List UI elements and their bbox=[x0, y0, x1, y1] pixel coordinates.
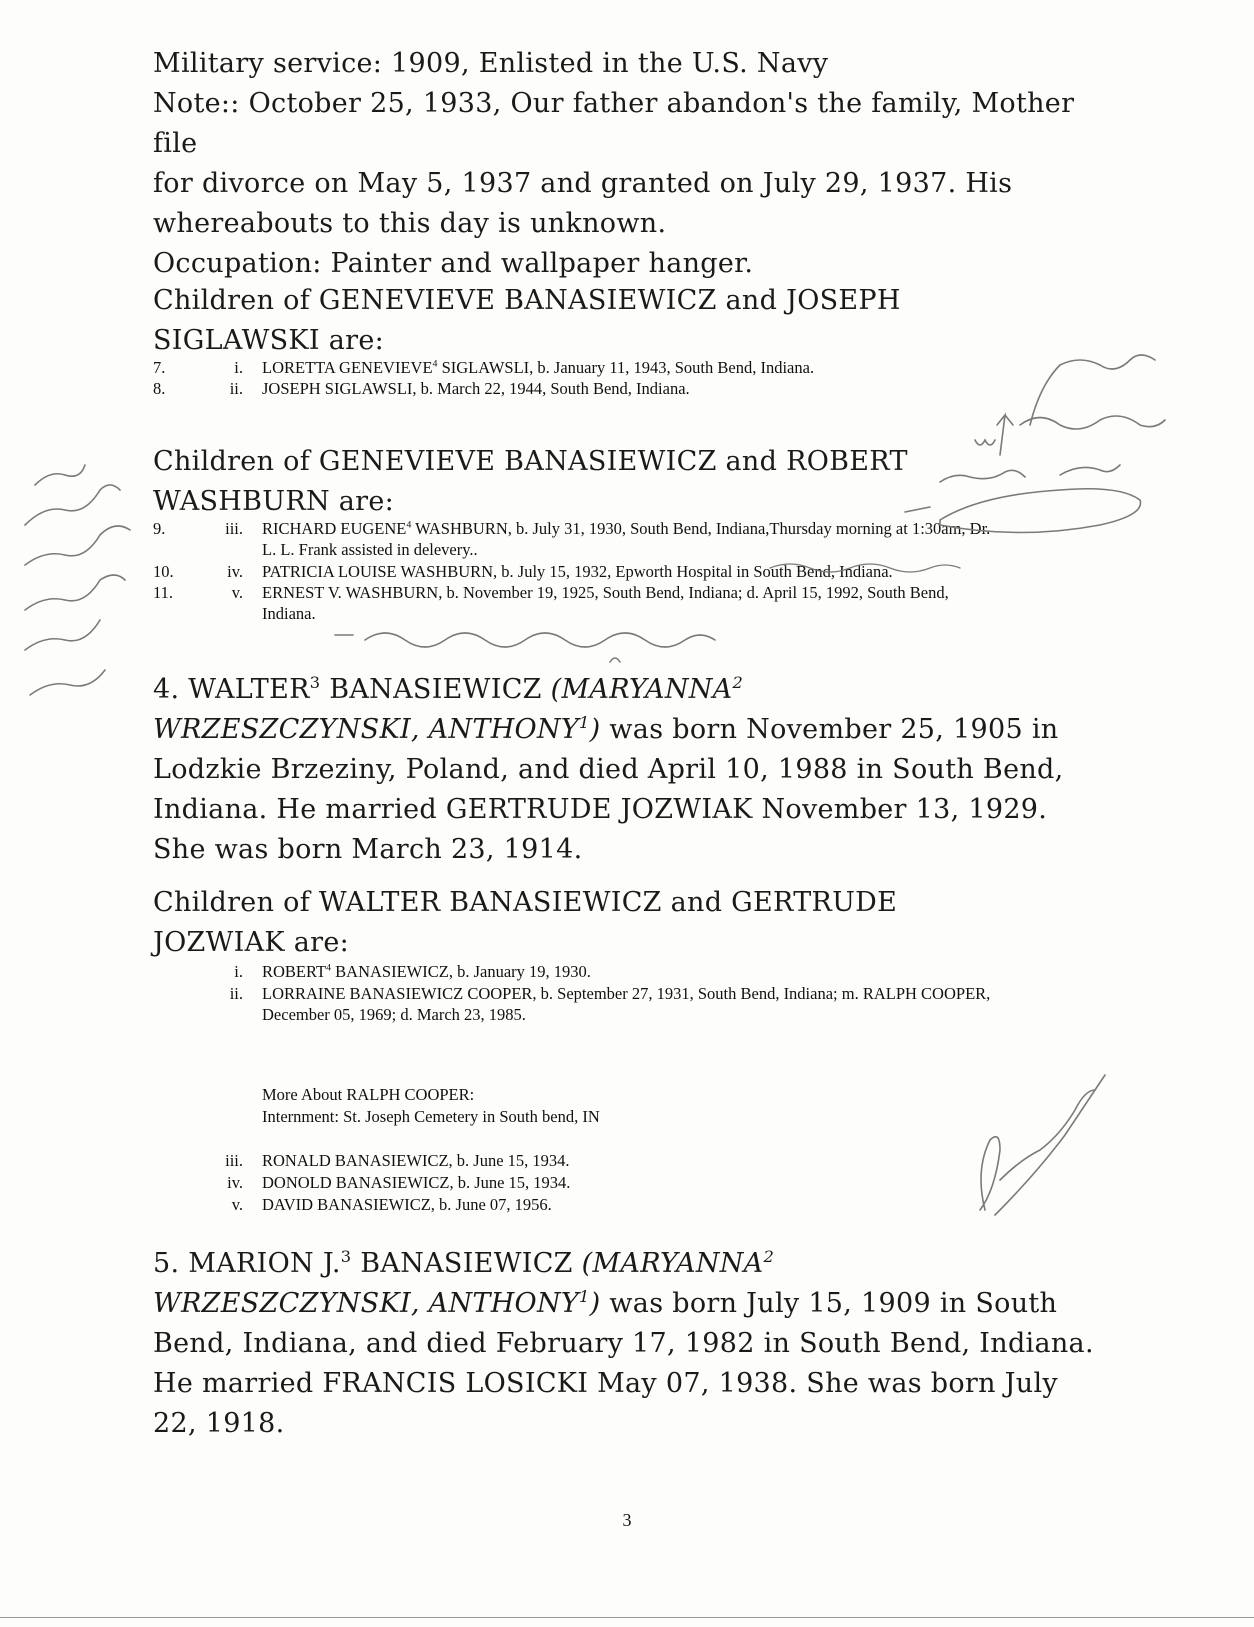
generation-number: 2 bbox=[763, 1247, 775, 1266]
note-line-2: for divorce on May 5, 1937 and granted on July 29, 1937. His bbox=[153, 168, 1013, 199]
child-number: 11. bbox=[153, 583, 174, 602]
marion-line-2 bbox=[153, 1284, 1153, 1324]
marion-line-1 bbox=[153, 1244, 1153, 1284]
children-heading-walter bbox=[153, 883, 1113, 963]
entry-number: 4. bbox=[153, 674, 180, 705]
birth-info: was born July 15, 1909 in South bbox=[600, 1288, 1058, 1319]
walter-line-1 bbox=[153, 670, 1153, 710]
child-text: LORRAINE BANASIEWICZ COOPER, b. September 27, 1931, South Bend, Indiana; m. RALPH COOPER, bbox=[262, 984, 991, 1003]
top-notes bbox=[153, 44, 1113, 284]
child-number: 10. bbox=[153, 562, 174, 581]
child-roman: ii. bbox=[229, 379, 243, 398]
walter-line-3: Lodzkie Brzeziny, Poland, and died April 10, 1988 in South Bend, bbox=[153, 754, 1064, 785]
heading-line-2: SIGLAWSKI are: bbox=[153, 325, 385, 356]
child-text bbox=[262, 961, 591, 982]
children-heading-washburn bbox=[153, 442, 1113, 522]
parent-name: (MARYANNA bbox=[550, 674, 733, 705]
generation-number: 4 bbox=[432, 358, 438, 370]
paren-close: ) bbox=[589, 714, 601, 745]
child-details: SIGLAWSLI, b. January 11, 1943, South Bend, Indiana. bbox=[437, 358, 815, 377]
child-text: ERNEST V. WASHBURN, b. November 19, 1925, South Bend, Indiana; d. April 15, 1992, South Bend, bbox=[262, 583, 949, 602]
child-row bbox=[153, 582, 1083, 624]
child-roman: i. bbox=[234, 962, 243, 981]
child-roman: iv. bbox=[227, 562, 243, 581]
page-number: 3 bbox=[622, 1510, 632, 1530]
child-roman: iii. bbox=[225, 1151, 243, 1170]
child-number: 9. bbox=[153, 519, 166, 538]
child-text: DAVID BANASIEWICZ, b. June 07, 1956. bbox=[262, 1195, 552, 1214]
more-about bbox=[153, 1084, 1083, 1105]
walter-line-2 bbox=[153, 710, 1153, 750]
heading-line-2: JOZWIAK are: bbox=[153, 927, 350, 958]
generation-number: 3 bbox=[340, 1247, 352, 1266]
generation-number: 1 bbox=[579, 713, 590, 732]
generation-number: 1 bbox=[579, 1287, 590, 1306]
paren-close: ) bbox=[589, 1288, 601, 1319]
generation-number: 4 bbox=[406, 519, 412, 531]
child-name: LORETTA GENEVIEVE bbox=[262, 358, 433, 377]
child-row bbox=[153, 1194, 1083, 1215]
note-line-3: whereabouts to this day is unknown. bbox=[153, 208, 667, 239]
more-about-heading: More About RALPH COOPER: bbox=[262, 1085, 475, 1104]
internment-text: Internment: St. Joseph Cemetery in South bend, IN bbox=[262, 1107, 600, 1126]
person-name: MARION J. bbox=[188, 1248, 341, 1279]
marion-line-5: 22, 1918. bbox=[153, 1408, 285, 1439]
child-row bbox=[153, 561, 1083, 582]
children-heading-siglawski bbox=[153, 281, 1113, 361]
marion-line-4: He married FRANCIS LOSICKI May 07, 1938. She was born July bbox=[153, 1368, 1058, 1399]
child-details-line-2: L. L. Frank assisted in delevery.. bbox=[262, 540, 478, 559]
child-row bbox=[153, 378, 1083, 399]
marion-line-3: Bend, Indiana, and died February 17, 1982 in South Bend, Indiana. bbox=[153, 1328, 1094, 1359]
child-row bbox=[153, 357, 1083, 378]
child-row bbox=[153, 518, 1083, 560]
child-roman: v. bbox=[231, 583, 243, 602]
heading-line-1: Children of GENEVIEVE BANASIEWICZ and ROBERT bbox=[153, 446, 908, 477]
occupation: Occupation: Painter and wallpaper hanger. bbox=[153, 248, 754, 279]
note-line-1: Note:: October 25, 1933, Our father abandon's the family, Mother file bbox=[153, 88, 1075, 159]
generation-number: 4 bbox=[326, 962, 332, 974]
ancestor-name: WRZESZCZYNSKI, ANTHONY bbox=[153, 714, 580, 745]
birth-info: was born November 25, 1905 in bbox=[600, 714, 1059, 745]
walter-entry bbox=[153, 670, 1153, 870]
scan-edge-line bbox=[0, 1617, 1254, 1618]
child-details: BANASIEWICZ, b. January 19, 1930. bbox=[331, 962, 591, 981]
military-service: Military service: 1909, Enlisted in the U.S. Navy bbox=[153, 48, 829, 79]
generation-number: 2 bbox=[732, 673, 744, 692]
child-name: ROBERT bbox=[262, 962, 327, 981]
marion-entry bbox=[153, 1244, 1153, 1444]
child-text: JOSEPH SIGLAWSLI, b. March 22, 1944, South Bend, Indiana. bbox=[262, 379, 690, 398]
entry-number: 5. bbox=[153, 1248, 180, 1279]
walter-line-4: Indiana. He married GERTRUDE JOZWIAK November 13, 1929. bbox=[153, 794, 1048, 825]
child-roman: i. bbox=[234, 358, 243, 377]
child-text bbox=[262, 518, 1082, 539]
child-row bbox=[153, 983, 1083, 1025]
child-roman: ii. bbox=[229, 984, 243, 1003]
person-name: WALTER bbox=[188, 674, 310, 705]
person-surname: BANASIEWICZ bbox=[320, 674, 551, 705]
heading-line-1: Children of GENEVIEVE BANASIEWICZ and JOSEPH bbox=[153, 285, 901, 316]
child-name: RICHARD EUGENE bbox=[262, 519, 407, 538]
child-row bbox=[153, 1150, 1083, 1171]
child-roman: v. bbox=[231, 1195, 243, 1214]
child-details: WASHBURN, b. July 31, 1930, South Bend, Indiana,Thursday morning at 1:30am, Dr. bbox=[411, 519, 991, 538]
child-text: RONALD BANASIEWICZ, b. June 15, 1934. bbox=[262, 1151, 570, 1170]
child-text: PATRICIA LOUISE WASHBURN, b. July 15, 1932, Epworth Hospital in South Bend, Indiana. bbox=[262, 562, 893, 581]
generation-number: 3 bbox=[309, 673, 321, 692]
child-row bbox=[153, 1172, 1083, 1193]
heading-line-1: Children of WALTER BANASIEWICZ and GERTRUDE bbox=[153, 887, 898, 918]
child-roman: iv. bbox=[227, 1173, 243, 1192]
child-roman: iii. bbox=[225, 519, 243, 538]
child-number: 8. bbox=[153, 379, 166, 398]
child-number: 7. bbox=[153, 358, 166, 377]
heading-line-2: WASHBURN are: bbox=[153, 486, 395, 517]
walter-line-5: She was born March 23, 1914. bbox=[153, 834, 583, 865]
child-text bbox=[262, 357, 814, 378]
child-details-line-2: Indiana. bbox=[262, 604, 316, 623]
child-row bbox=[153, 961, 1083, 982]
person-surname: BANASIEWICZ bbox=[351, 1248, 582, 1279]
parent-name: (MARYANNA bbox=[581, 1248, 764, 1279]
child-details-line-2: December 05, 1969; d. March 23, 1985. bbox=[262, 1005, 526, 1024]
internment bbox=[153, 1106, 1083, 1127]
ancestor-name: WRZESZCZYNSKI, ANTHONY bbox=[153, 1288, 580, 1319]
child-text: DONOLD BANASIEWICZ, b. June 15, 1934. bbox=[262, 1173, 571, 1192]
